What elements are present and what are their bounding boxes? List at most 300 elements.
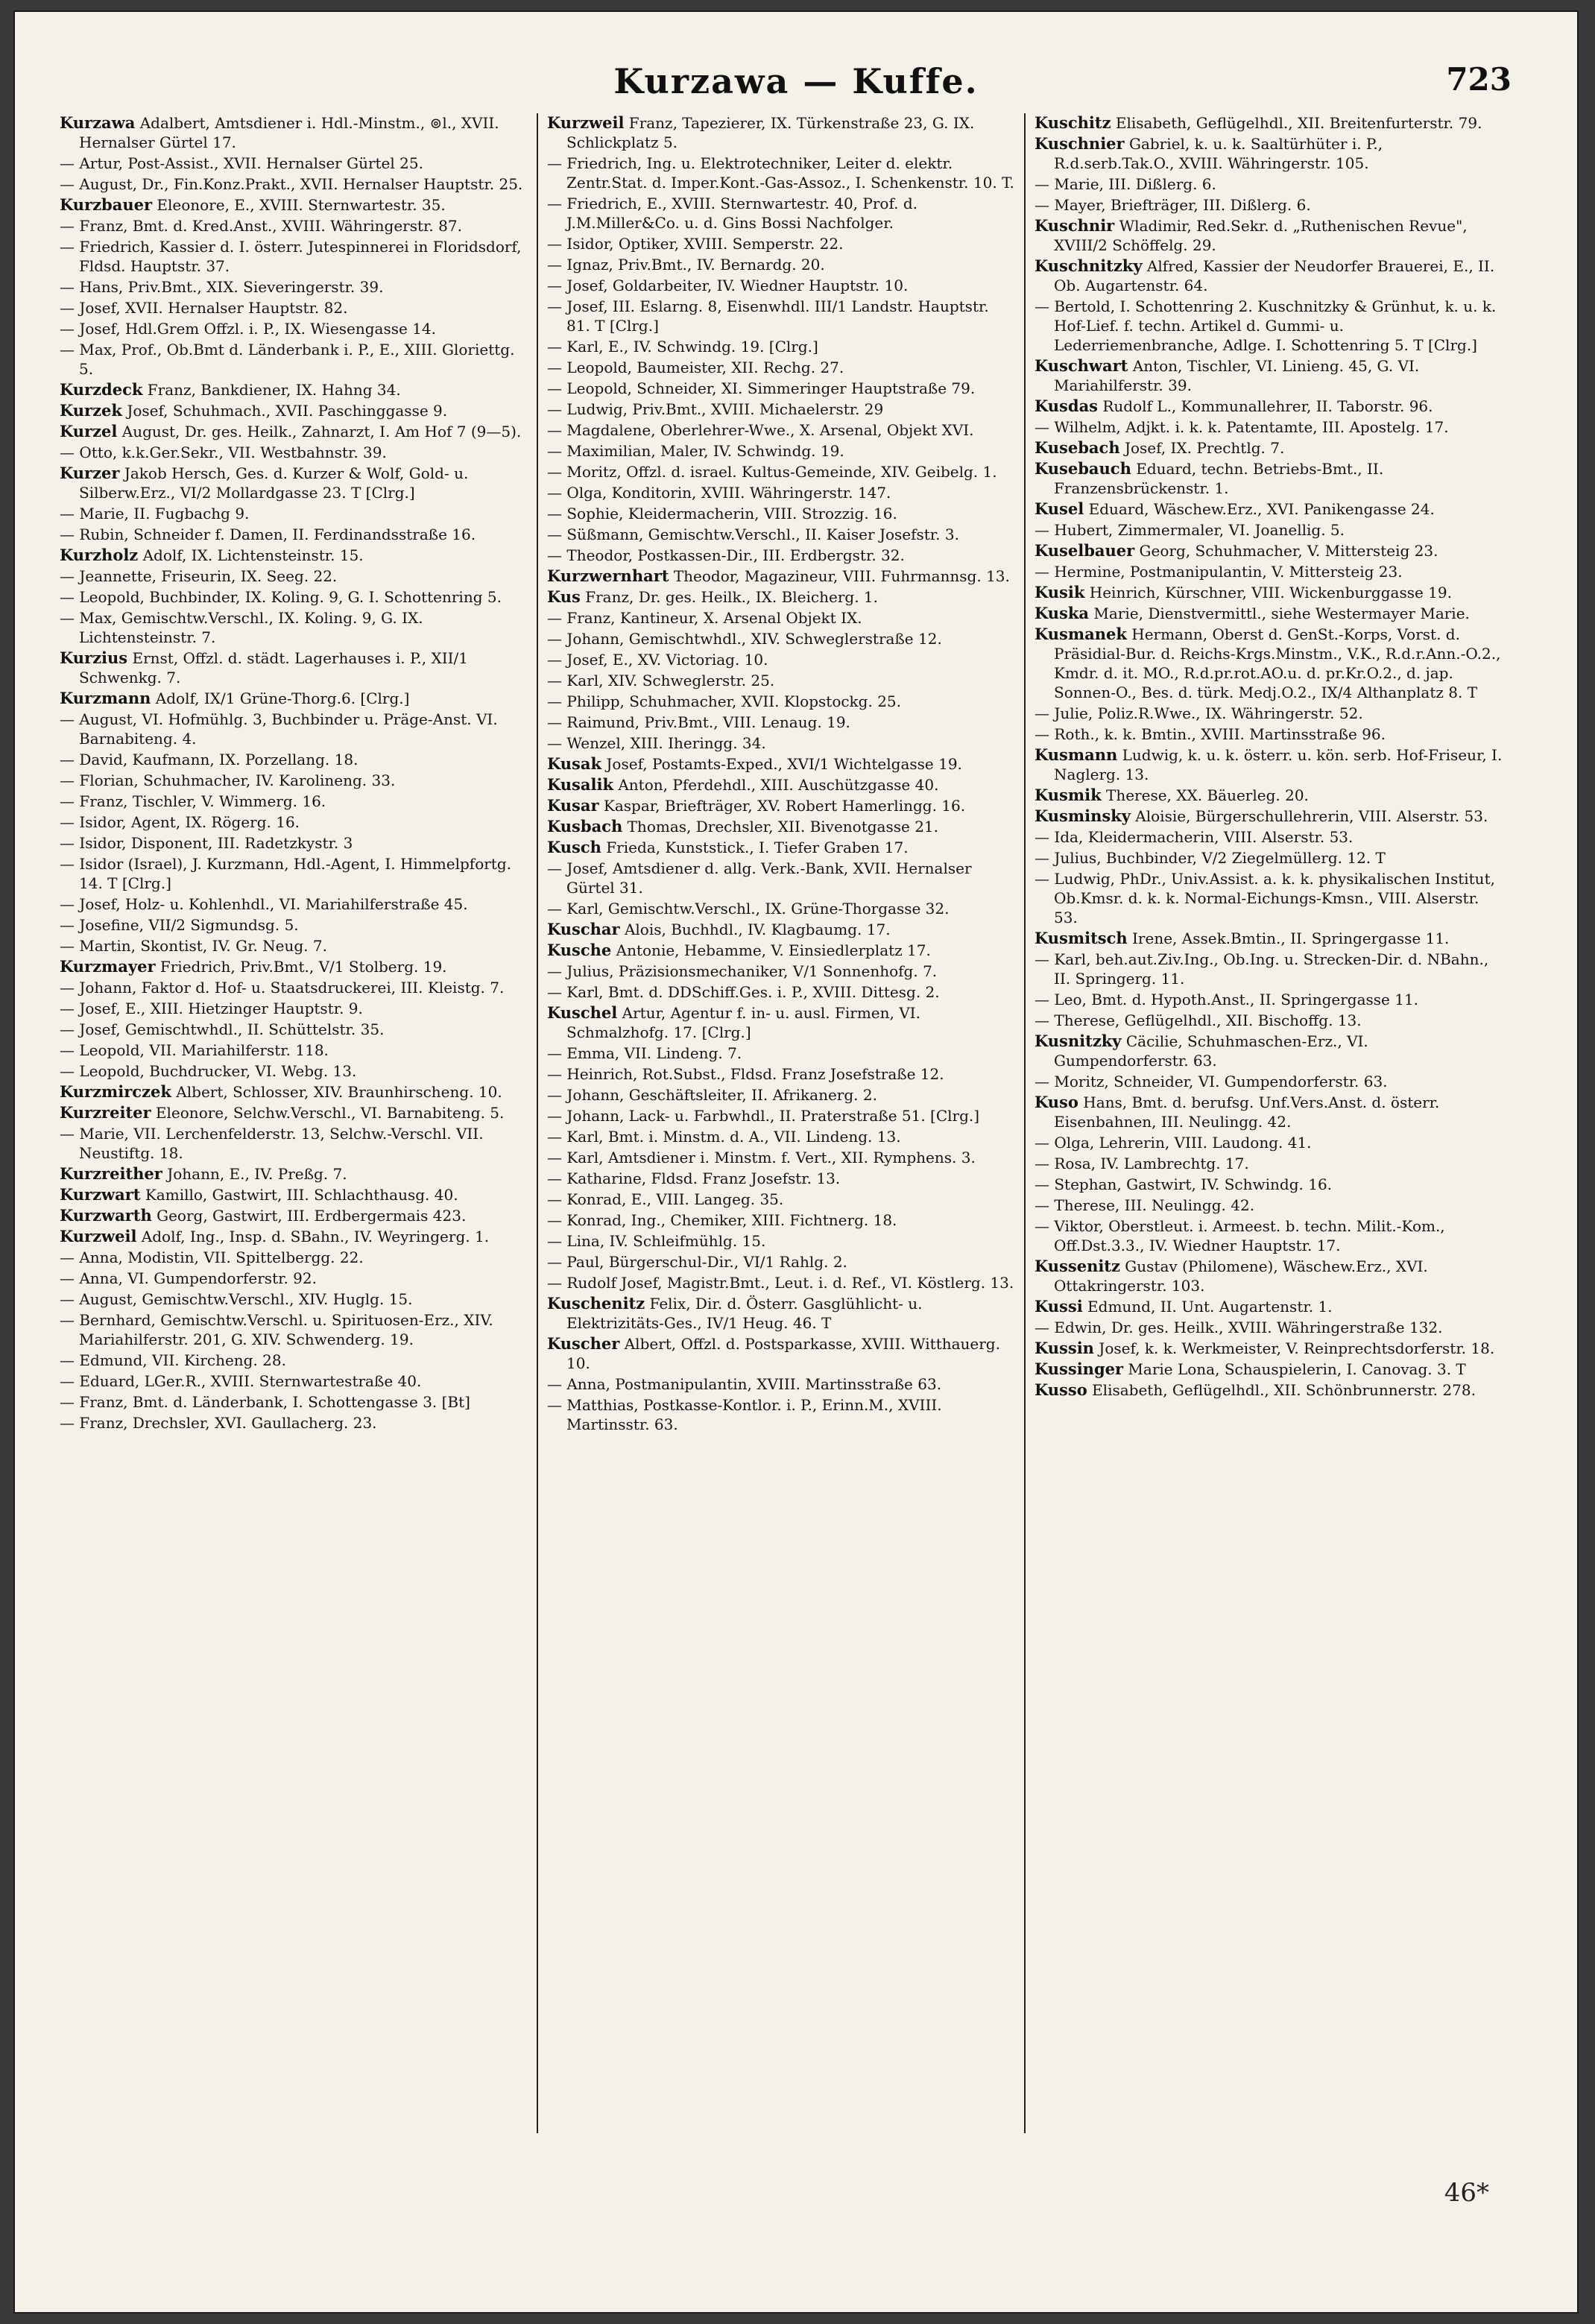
directory-entry — [60, 771, 528, 790]
directory-entry — [547, 337, 1015, 356]
entry-surname: Kurzmayer — [60, 957, 156, 976]
entry-details: — Karl, E., IV. Schwindg. 19. [Clrg.] — [547, 338, 818, 356]
directory-entry — [1035, 604, 1503, 623]
entry-details: — Ludwig, Priv.Bmt., XVIII. Michaelerstr. 29 — [547, 400, 884, 418]
entry-surname: Kusel — [1035, 499, 1084, 518]
directory-entry — [60, 812, 528, 832]
entry-details: — August, Gemischtw.Verschl., XIV. Huglg. 15. — [60, 1290, 413, 1308]
directory-page — [13, 10, 1579, 2314]
directory-entry — [60, 1164, 528, 1184]
directory-entry — [60, 566, 528, 586]
entry-details: Alois, Buchhdl., IV. Klagbaumg. 17. — [619, 921, 891, 938]
entry-details: Elisabeth, Geflügelhdl., XII. Schönbrunnerstr. 278. — [1087, 1381, 1476, 1399]
directory-entry — [1035, 745, 1503, 784]
entry-details: — Edwin, Dr. ges. Heilk., XVIII. Währingerstraße 132. — [1035, 1319, 1443, 1336]
entry-details: — Theodor, Postkassen-Dir., III. Erdbergstr. 32. — [547, 546, 905, 564]
entry-details: — Artur, Post-Assist., XVII. Hernalser Gürtel 25. — [60, 154, 423, 172]
entry-details: — Heinrich, Rot.Subst., Fldsd. Franz Josefstraße 12. — [547, 1065, 944, 1083]
entry-details: — Emma, VII. Lindeng. 7. — [547, 1044, 742, 1062]
directory-entry — [547, 1106, 1015, 1125]
entry-details: Marie Lona, Schauspielerin, I. Canovag. 3. T — [1123, 1360, 1466, 1378]
directory-entry — [547, 504, 1015, 523]
entry-surname: Kurzek — [60, 401, 122, 420]
entry-details: — Josefine, VII/2 Sigmundsg. 5. — [60, 916, 299, 934]
directory-entry — [547, 546, 1015, 565]
directory-entry — [60, 525, 528, 544]
entry-details: — Hermine, Postmanipulantin, V. Mittersteig 23. — [1035, 563, 1403, 581]
entry-surname: Kurzmann — [60, 689, 151, 707]
directory-entry — [60, 277, 528, 297]
entry-details: — Marie, VII. Lerchenfelderstr. 13, Selchw.-Verschl. VII. Neustiftg. 18. — [60, 1125, 484, 1162]
entry-details: Felix, Dir. d. Österr. Gasglühlicht- u. Elektrizitäts-Ges., IV/1 Heug. 46. T — [566, 1295, 923, 1332]
directory-entry — [547, 713, 1015, 732]
directory-entry — [547, 234, 1015, 253]
entry-details: — Raimund, Priv.Bmt., VIII. Lenaug. 19. — [547, 713, 850, 731]
entry-surname: Kuschitz — [1035, 113, 1111, 132]
entry-details: — Martin, Skontist, IV. Gr. Neug. 7. — [60, 937, 327, 955]
entry-surname: Kuschnir — [1035, 216, 1115, 235]
entry-surname: Kuschnier — [1035, 134, 1125, 153]
directory-entry — [547, 113, 1015, 152]
entry-details: — Olga, Konditorin, XVIII. Währingerstr. 147. — [547, 484, 891, 502]
entry-details: Albert, Schlosser, XIV. Braunhirscheng. 10. — [171, 1083, 502, 1101]
entry-details: — Johann, Lack- u. Farbwhdl., II. Praterstraße 51. [Clrg.] — [547, 1107, 980, 1125]
entry-surname: Kurzbauer — [60, 195, 153, 214]
directory-entry — [547, 775, 1015, 795]
entry-details: — Anna, Modistin, VII. Spittelbergg. 22. — [60, 1248, 364, 1266]
entry-details: — Josef, Goldarbeiter, IV. Wiedner Hauptstr. 10. — [547, 277, 909, 294]
entry-details: Adolf, IX/1 Grüne-Thorg.6. [Clrg.] — [151, 689, 410, 707]
directory-entry — [547, 297, 1015, 335]
directory-entry — [547, 1064, 1015, 1084]
entry-details: — Hans, Priv.Bmt., XIX. Sieveringerstr. 39. — [60, 278, 384, 296]
directory-entry — [547, 525, 1015, 544]
column-divider — [537, 113, 538, 2133]
entry-surname: Kusmanek — [1035, 625, 1127, 643]
directory-entry — [60, 154, 528, 173]
directory-entry — [60, 1227, 528, 1246]
directory-entry — [60, 1248, 528, 1267]
directory-entry — [1035, 1072, 1503, 1091]
entry-surname: Kusso — [1035, 1380, 1087, 1399]
entry-details: — Eduard, LGer.R., XVIII. Sternwartestraße 40. — [60, 1372, 422, 1390]
entry-details: — Friedrich, E., XVIII. Sternwartestr. 40, Prof. d. J.M.Miller&Co. u. d. Gins Bossi Nachfolger. — [547, 195, 918, 232]
directory-entry — [60, 648, 528, 687]
directory-entry — [1035, 724, 1503, 744]
entry-details: Georg, Schuhmacher, V. Mittersteig 23. — [1134, 542, 1438, 560]
directory-entry — [1035, 1380, 1503, 1400]
entry-surname: Kusminsky — [1035, 806, 1131, 825]
entry-details: Georg, Gastwirt, III. Erdbergermais 423. — [151, 1207, 467, 1225]
entry-details: Eduard, techn. Betriebs-Bmt., II. Franzensbrückenstr. 1. — [1054, 460, 1384, 497]
directory-entry — [1035, 1011, 1503, 1030]
entry-surname: Kurzius — [60, 648, 128, 667]
directory-entry — [60, 464, 528, 502]
entry-details: — Konrad, Ing., Chemiker, XIII. Fichtnerg. 18. — [547, 1211, 897, 1229]
directory-entry — [60, 340, 528, 379]
entry-details: — Leopold, Buchbinder, IX. Koling. 9, G. I. Schottenring 5. — [60, 588, 502, 606]
entry-details: — Matthias, Postkasse-Kontlor. i. P., Erinn.M., XVIII. Martinsstr. 63. — [547, 1396, 942, 1433]
entry-details: — Florian, Schuhmacher, IV. Karolineng. 33. — [60, 771, 396, 789]
directory-entry — [60, 999, 528, 1018]
entry-surname: Kusbach — [547, 817, 623, 836]
column-2 — [547, 113, 1015, 2133]
directory-entry — [547, 859, 1015, 897]
entry-details: Johann, E., IV. Preßg. 7. — [162, 1165, 347, 1183]
entry-details: August, Dr. ges. Heilk., Zahnarzt, I. Am Hof 7 (9—5). — [117, 423, 522, 441]
directory-entry — [1035, 583, 1503, 602]
directory-entry — [60, 1061, 528, 1081]
entry-surname: Kussi — [1035, 1297, 1083, 1316]
entry-details: Josef, IX. Prechtlg. 7. — [1119, 439, 1285, 457]
entry-details: — Magdalene, Oberlehrer-Wwe., X. Arsenal, Objekt XVI. — [547, 421, 974, 439]
entry-details: Eleonore, E., XVIII. Sternwartestr. 35. — [152, 196, 446, 214]
directory-entry — [1035, 990, 1503, 1009]
directory-entry — [1035, 1133, 1503, 1152]
directory-entry — [547, 1085, 1015, 1105]
entry-details: — Moritz, Schneider, VI. Gumpendorferstr. 63. — [1035, 1073, 1388, 1090]
directory-entry — [60, 978, 528, 997]
directory-entry — [60, 195, 528, 215]
entry-details: — Josef, XVII. Hernalser Hauptstr. 82. — [60, 299, 348, 317]
directory-entry — [60, 1371, 528, 1391]
directory-entry — [1035, 134, 1503, 173]
entry-details: — Josef, Gemischtwhdl., II. Schüttelstr. 35. — [60, 1020, 385, 1038]
entry-details: — Moritz, Offzl. d. israel. Kultus-Gemeinde, XIV. Geibelg. 1. — [547, 463, 997, 481]
directory-entry — [547, 920, 1015, 939]
entry-surname: Kusik — [1035, 583, 1085, 601]
entry-details: — Isidor, Agent, IX. Rögerg. 16. — [60, 813, 300, 831]
directory-entry — [60, 1185, 528, 1204]
entry-surname: Kurzholz — [60, 546, 139, 564]
directory-entry — [60, 854, 528, 893]
directory-entry — [547, 587, 1015, 607]
directory-entry — [1035, 827, 1503, 847]
column-divider — [1024, 113, 1026, 2133]
directory-entry — [547, 629, 1015, 648]
entry-details: — Viktor, Oberstleut. i. Armeest. b. techn. Milit.-Kom., Off.Dst.3.3., IV. Wiedner Hauptstr. 17. — [1035, 1217, 1445, 1254]
entry-details: — Josef, Hdl.Grem Offzl. i. P., IX. Wiesengasse 14. — [60, 320, 436, 338]
directory-entry — [1035, 848, 1503, 868]
entry-details: — Hubert, Zimmermaler, VI. Joanellig. 5. — [1035, 521, 1345, 539]
directory-entry — [1035, 1032, 1503, 1070]
directory-entry — [1035, 297, 1503, 355]
entry-details: — Maximilian, Maler, IV. Schwindg. 19. — [547, 442, 844, 460]
directory-entry — [547, 1334, 1015, 1373]
directory-entry — [1035, 397, 1503, 416]
entry-surname: Kuschwart — [1035, 356, 1128, 375]
directory-entry — [547, 358, 1015, 377]
entry-details: — Leopold, Buchdrucker, VI. Webg. 13. — [60, 1062, 357, 1080]
entry-surname: Kurzdeck — [60, 380, 143, 399]
entry-details: — Anna, Postmanipulantin, XVIII. Martinsstraße 63. — [547, 1375, 942, 1393]
directory-entry — [547, 1231, 1015, 1251]
entry-details: Heinrich, Kürschner, VIII. Wickenburggasse 19. — [1084, 584, 1452, 601]
entry-surname: Kuska — [1035, 604, 1090, 622]
directory-entry — [547, 1190, 1015, 1209]
entry-details: — Mayer, Briefträger, III. Dißlerg. 6. — [1035, 196, 1311, 214]
directory-entry — [60, 380, 528, 400]
directory-entry — [60, 936, 528, 956]
directory-entry — [60, 1392, 528, 1412]
entry-details: — Rubin, Schneider f. Damen, II. Ferdinandsstraße 16. — [60, 525, 476, 543]
entry-details: — Julie, Poliz.R.Wwe., IX. Währingerstr. 52. — [1035, 704, 1363, 722]
entry-details: Ludwig, k. u. k. österr. u. kön. serb. Hof-Friseur, I. Naglerg. 13. — [1054, 746, 1503, 783]
entry-surname: Kusdas — [1035, 397, 1098, 415]
directory-entry — [1035, 562, 1503, 581]
directory-entry — [547, 962, 1015, 981]
entry-details: — Friedrich, Kassier d. I. österr. Jutespinnerei in Floridsdorf, Fldsd. Hauptstr. 37. — [60, 238, 522, 275]
directory-entry — [60, 1103, 528, 1122]
directory-entry — [547, 566, 1015, 586]
entry-details: — Josef, Amtsdiener d. allg. Verk.-Bank, XVII. Hernalser Gürtel 31. — [547, 859, 972, 897]
directory-entry — [1035, 786, 1503, 805]
entry-details: — Julius, Präzisionsmechaniker, V/1 Sonnenhofg. 7. — [547, 962, 938, 980]
entry-details: — Philipp, Schuhmacher, XVII. Klopstockg. 25. — [547, 692, 901, 710]
page-number: 723 — [1446, 61, 1512, 98]
directory-entry — [547, 379, 1015, 398]
entry-details: Eduard, Wäschew.Erz., XVI. Panikengasse 24. — [1084, 500, 1435, 518]
directory-entry — [547, 671, 1015, 690]
directory-entry — [547, 692, 1015, 711]
directory-entry — [1035, 704, 1503, 723]
entry-surname: Kusche — [547, 941, 612, 959]
entry-details: — Roth., k. k. Bmtin., XVIII. Martinsstraße 96. — [1035, 725, 1386, 743]
directory-entry — [60, 689, 528, 708]
directory-entry — [547, 462, 1015, 481]
entry-details: — Julius, Buchbinder, V/2 Ziegelmüllerg. 12. T — [1035, 849, 1386, 867]
entry-details: Adolf, Ing., Insp. d. SBahn., IV. Weyringerg. 1. — [136, 1228, 490, 1245]
entry-details: — Franz, Bmt. d. Länderbank, I. Schottengasse 3. [Bt] — [60, 1393, 470, 1411]
directory-entry — [547, 1003, 1015, 1042]
entry-surname: Kuschenitz — [547, 1294, 645, 1313]
directory-entry — [60, 792, 528, 811]
entry-surname: Kurzweil — [60, 1227, 137, 1245]
entry-details: — Bernhard, Gemischtw.Verschl. u. Spirituosen-Erz., XIV. Mariahilferstr. 201, G. XIV. Schwenderg. 19. — [60, 1311, 493, 1348]
entry-details: Edmund, II. Unt. Augartenstr. 1. — [1082, 1298, 1333, 1316]
entry-details: — Therese, Geflügelhdl., XII. Bischoffg. 13. — [1035, 1011, 1362, 1029]
entry-surname: Kurzwarth — [60, 1206, 152, 1225]
directory-entry — [547, 1148, 1015, 1167]
directory-entry — [547, 838, 1015, 857]
entry-surname: Kuschar — [547, 920, 620, 938]
directory-entry — [547, 441, 1015, 461]
entry-details: — August, Dr., Fin.Konz.Prakt., XVII. Hernalser Hauptstr. 25. — [60, 175, 523, 193]
entry-details: Therese, XX. Bäuerleg. 20. — [1101, 786, 1309, 804]
entry-surname: Kuschel — [547, 1003, 618, 1022]
entry-surname: Kusebauch — [1035, 459, 1131, 478]
directory-entry — [60, 401, 528, 420]
directory-entry — [1035, 541, 1503, 561]
entry-surname: Kusak — [547, 754, 602, 773]
directory-entry — [1035, 499, 1503, 519]
entry-details: Irene, Assek.Bmtin., II. Springergasse 11. — [1127, 929, 1450, 947]
entry-details: Jakob Hersch, Ges. d. Kurzer & Wolf, Gold- u. Silberw.Erz., VI/2 Mollardgasse 23. T [Clrg.] — [79, 464, 469, 502]
entry-details: — Karl, XIV. Schweglerstr. 25. — [547, 672, 775, 689]
directory-entry — [547, 420, 1015, 440]
entry-details: — Lina, IV. Schleifmühlg. 15. — [547, 1232, 766, 1250]
directory-entry — [60, 298, 528, 318]
directory-entry — [547, 154, 1015, 192]
entry-surname: Kusalik — [547, 775, 613, 794]
entry-surname: Kurzmirczek — [60, 1082, 171, 1101]
directory-entry — [60, 608, 528, 647]
directory-entry — [1035, 459, 1503, 498]
entry-details: — Leopold, Schneider, XI. Simmeringer Hauptstraße 79. — [547, 379, 976, 397]
directory-entry — [1035, 195, 1503, 215]
directory-entry — [547, 1374, 1015, 1394]
entry-surname: Kurzawa — [60, 113, 136, 132]
entry-details: — Isidor, Optiker, XVIII. Semperstr. 22. — [547, 235, 844, 253]
directory-entry — [547, 608, 1015, 628]
directory-entry — [547, 1127, 1015, 1146]
entry-details: Cäcilie, Schuhmaschen-Erz., VI. Gumpendorferstr. 63. — [1054, 1032, 1368, 1070]
entry-details: — Franz, Drechsler, XVI. Gaullacherg. 23. — [60, 1414, 377, 1432]
directory-entry — [60, 1310, 528, 1349]
entry-details: — Katharine, Fldsd. Franz Josefstr. 13. — [547, 1169, 841, 1187]
entry-details: — Wilhelm, Adjkt. i. k. k. Patentamte, III. Apostelg. 17. — [1035, 418, 1449, 436]
directory-entry — [547, 650, 1015, 669]
entry-surname: Kuschnitzky — [1035, 256, 1143, 275]
directory-entry — [547, 1395, 1015, 1434]
entry-details: Anton, Tischler, VI. Linieng. 45, G. VI. Mariahilferstr. 39. — [1054, 357, 1420, 394]
entry-details: Wladimir, Red.Sekr. d. „Ruthenischen Revue", XVIII/2 Schöffelg. 29. — [1054, 217, 1468, 254]
entry-details: Elisabeth, Geflügelhdl., XII. Breitenfurterstr. 79. — [1111, 114, 1482, 132]
entry-details: — Sophie, Kleidermacherin, VIII. Strozzig. 16. — [547, 505, 897, 522]
entry-details: — Süßmann, Gemischtw.Verschl., II. Kaiser Josefstr. 3. — [547, 525, 959, 543]
entry-surname: Kussenitz — [1035, 1257, 1120, 1275]
entry-details: — Edmund, VII. Kircheng. 28. — [60, 1351, 286, 1369]
entry-surname: Kurzreiter — [60, 1103, 151, 1122]
directory-entry — [60, 216, 528, 236]
entry-details: — Stephan, Gastwirt, IV. Schwindg. 16. — [1035, 1175, 1333, 1193]
entry-surname: Kusnitzky — [1035, 1032, 1122, 1050]
entry-details: Friedrich, Priv.Bmt., V/1 Stolberg. 19. — [155, 958, 447, 976]
entry-details: Frieda, Kunststick., I. Tiefer Graben 17. — [601, 839, 909, 856]
entry-details: — Therese, III. Neulingg. 42. — [1035, 1196, 1255, 1214]
entry-details: — Otto, k.k.Ger.Sekr., VII. Westbahnstr. 39. — [60, 443, 387, 461]
entry-surname: Kussinger — [1035, 1360, 1124, 1378]
entry-details: — Karl, Gemischtw.Verschl., IX. Grüne-Thorgasse 32. — [547, 900, 950, 918]
directory-entry — [547, 1210, 1015, 1230]
entry-surname: Kurzwernhart — [547, 566, 669, 585]
entry-details: Marie, Dienstvermittl., siehe Westermayer Marie. — [1089, 604, 1470, 622]
directory-columns — [60, 113, 1520, 2133]
directory-entry — [60, 422, 528, 441]
directory-entry — [60, 957, 528, 976]
directory-entry — [547, 255, 1015, 274]
directory-entry — [1035, 1257, 1503, 1295]
entry-details: Aloisie, Bürgerschullehrerin, VIII. Alserstr. 53. — [1130, 807, 1488, 825]
directory-entry — [1035, 1297, 1503, 1316]
directory-entry — [60, 1020, 528, 1039]
directory-entry — [1035, 625, 1503, 702]
directory-entry — [1035, 1154, 1503, 1173]
directory-entry — [1035, 1175, 1503, 1194]
entry-details: — Josef, Holz- u. Kohlenhdl., VI. Mariahilferstraße 45. — [60, 895, 468, 913]
directory-entry — [547, 483, 1015, 502]
entry-surname: Kus — [547, 587, 581, 606]
directory-entry — [1035, 806, 1503, 826]
entry-details: — Franz, Kantineur, X. Arsenal Objekt IX. — [547, 609, 862, 627]
directory-entry — [60, 750, 528, 769]
directory-entry — [547, 1252, 1015, 1272]
directory-entry — [1035, 438, 1503, 458]
directory-entry — [60, 833, 528, 853]
directory-entry — [547, 276, 1015, 295]
directory-entry — [60, 1206, 528, 1225]
directory-entry — [60, 237, 528, 276]
entry-details: — Josef, E., XIII. Hietzinger Hauptstr. 9. — [60, 1000, 363, 1017]
directory-entry — [1035, 356, 1503, 395]
entry-details: Anton, Pferdehdl., XIII. Auschützgasse 40. — [613, 776, 939, 794]
entry-details: Franz, Tapezierer, IX. Türkenstraße 23, G. IX. Schlickplatz 5. — [566, 114, 975, 151]
directory-entry — [1035, 216, 1503, 255]
directory-entry — [547, 733, 1015, 753]
entry-details: — Johann, Faktor d. Hof- u. Staatsdruckerei, III. Kleistg. 7. — [60, 979, 505, 997]
directory-entry — [60, 174, 528, 194]
entry-details: — Karl, beh.aut.Ziv.Ing., Ob.Ing. u. Strecken-Dir. d. NBahn., II. Springerg. 11. — [1035, 950, 1489, 988]
entry-details: — Rudolf Josef, Magistr.Bmt., Leut. i. d. Ref., VI. Köstlerg. 13. — [547, 1274, 1014, 1292]
entry-details: Hermann, Oberst d. GenSt.-Korps, Vorst. d. Präsidial-Bur. d. Reichs-Krgs.Minstm., V.K., R.d.r.Ann.-O.2., Kmdr. d. it. MO., R.d.pr.rot.AO.u. d. pr.Kr.O.2., d. jap. Sonnen-O., Bes. d. türk. Medj.O.2., IX/4 Althanplatz 8. T — [1054, 625, 1501, 701]
directory-entry — [547, 1169, 1015, 1188]
entry-surname: Kuso — [1035, 1093, 1078, 1111]
directory-entry — [1035, 929, 1503, 948]
entry-details: Kamillo, Gastwirt, III. Schlachthausg. 40. — [140, 1186, 458, 1204]
directory-entry — [60, 1124, 528, 1163]
entry-details: — Paul, Bürgerschul-Dir., VI/1 Rahlg. 2. — [547, 1253, 847, 1271]
directory-entry — [1035, 869, 1503, 927]
directory-entry — [547, 982, 1015, 1002]
entry-surname: Kusch — [547, 838, 601, 856]
entry-details: — Josef, E., XV. Victoriag. 10. — [547, 651, 768, 669]
entry-details: — Wenzel, XIII. Iheringg. 34. — [547, 734, 766, 752]
entry-details: Albert, Offzl. d. Postsparkasse, XVIII. Witthauerg. 10. — [566, 1335, 1000, 1372]
directory-entry — [1035, 1093, 1503, 1131]
directory-entry — [1035, 950, 1503, 988]
entry-details: — Olga, Lehrerin, VIII. Laudong. 41. — [1035, 1134, 1312, 1152]
entry-details: — Johann, Geschäftsleiter, II. Afrikanerg. 2. — [547, 1086, 877, 1104]
directory-entry — [547, 796, 1015, 815]
entry-details: Josef, k. k. Werkmeister, V. Reinprechtsdorferstr. 18. — [1093, 1339, 1495, 1357]
entry-surname: Kussin — [1035, 1339, 1094, 1357]
entry-surname: Kurzer — [60, 464, 120, 482]
entry-details: — Marie, II. Fugbachg 9. — [60, 505, 250, 522]
entry-details: — Franz, Bmt. d. Kred.Anst., XVIII. Währingerstr. 87. — [60, 217, 462, 235]
page-title: Kurzawa — Kuffe. — [613, 61, 979, 101]
entry-details: Adalbert, Amtsdiener i. Hdl.-Minstm., ⊚l., XVII. Hernalser Gürtel 17. — [79, 114, 499, 151]
entry-details: — Karl, Bmt. d. DDSchiff.Ges. i. P., XVIII. Dittesg. 2. — [547, 983, 940, 1001]
directory-entry — [547, 1273, 1015, 1292]
directory-entry — [1035, 1318, 1503, 1337]
directory-entry — [60, 546, 528, 565]
directory-entry — [1035, 1216, 1503, 1255]
entry-details: Thomas, Drechsler, XII. Bivenotgasse 21. — [622, 818, 939, 836]
directory-entry — [1035, 417, 1503, 437]
entry-details: Antonie, Hebamme, V. Einsiedlerplatz 17. — [611, 941, 931, 959]
entry-details: Kaspar, Briefträger, XV. Robert Hamerlingg. 16. — [598, 797, 966, 815]
entry-surname: Kuscher — [547, 1334, 620, 1353]
entry-details: Alfred, Kassier der Neudorfer Brauerei, E., II. Ob. Augartenstr. 64. — [1054, 257, 1495, 294]
directory-entry — [1035, 520, 1503, 540]
entry-details: — August, VI. Hofmühlg. 3, Buchbinder u. Präge-Anst. VI. Barnabiteng. 4. — [60, 710, 498, 748]
directory-entry — [60, 1351, 528, 1370]
entry-details: Theodor, Magazineur, VIII. Fuhrmannsg. 13. — [669, 567, 1010, 585]
entry-details: — Konrad, E., VIII. Langeg. 35. — [547, 1190, 784, 1208]
entry-details: Ernst, Offzl. d. städt. Lagerhauses i. P., XII/1 Schwenkg. 7. — [79, 649, 468, 686]
directory-entry — [547, 754, 1015, 774]
entry-details: Adolf, IX. Lichtensteinstr. 15. — [138, 546, 364, 564]
